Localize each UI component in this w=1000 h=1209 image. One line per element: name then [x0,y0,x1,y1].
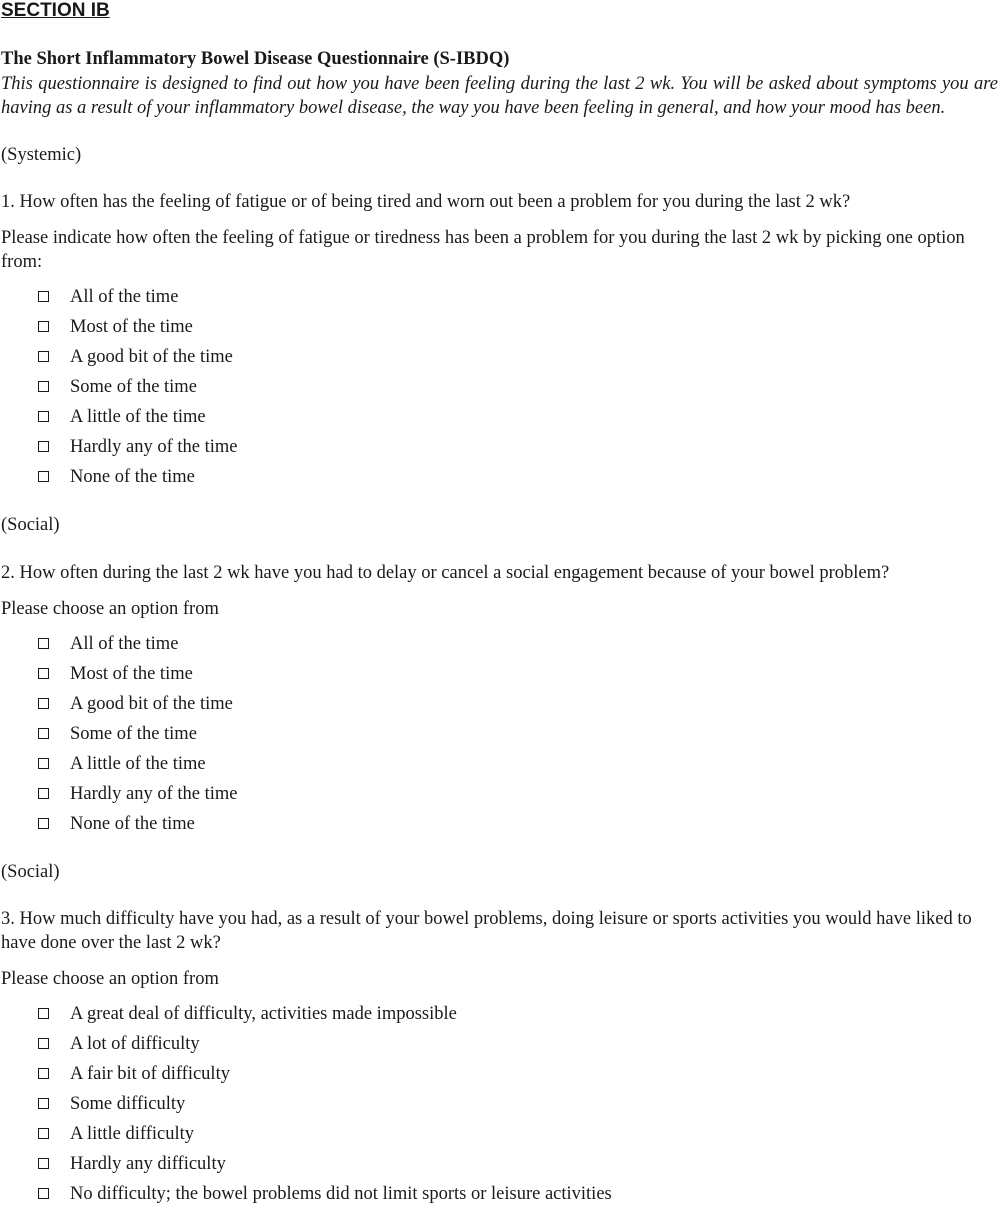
q1-instruction: Please indicate how often the feeling of fatigue or tiredness has been a problem for you during the last 2 wk by picking one option from: [1,228,965,272]
q3-category: (Social) [1,862,60,882]
checkbox[interactable] [38,471,49,482]
option-label: Some difficulty [70,1094,186,1114]
checkbox[interactable] [38,1188,49,1199]
q3-question: 3. How much difficulty have you had, as a result of your bowel problems, doing leisure or sports activities you would have liked to have done over the last 2 wk? [1,909,972,953]
q2-option[interactable] [38,779,237,809]
q2-options [38,629,237,839]
q1-option[interactable] [38,462,237,492]
option-label: Hardly any difficulty [70,1154,226,1174]
q3-option[interactable] [38,1059,612,1089]
option-label: All of the time [70,634,179,654]
checkbox[interactable] [38,698,49,709]
q2-instruction: Please choose an option from [1,599,219,619]
checkbox[interactable] [38,638,49,649]
q3-option[interactable] [38,1089,612,1119]
option-label: None of the time [70,814,195,834]
option-label: A lot of difficulty [70,1034,200,1054]
q3-option[interactable] [38,1119,612,1149]
q1-question: 1. How often has the feeling of fatigue or of being tired and worn out been a problem for you during the last 2 wk? [1,192,851,212]
checkbox[interactable] [38,818,49,829]
checkbox[interactable] [38,291,49,302]
option-label: Most of the time [70,664,193,684]
q1-options [38,282,237,492]
option-label: A fair bit of difficulty [70,1064,230,1084]
q2-option[interactable] [38,749,237,779]
option-label: All of the time [70,287,179,307]
option-label: No difficulty; the bowel problems did not limit sports or leisure activities [70,1184,612,1204]
checkbox[interactable] [38,381,49,392]
checkbox[interactable] [38,1158,49,1169]
checkbox[interactable] [38,668,49,679]
option-label: A great deal of difficulty, activities made impossible [70,1004,457,1024]
q1-option[interactable] [38,282,237,312]
q3-options [38,999,612,1209]
option-label: A little of the time [70,407,206,427]
q2-option[interactable] [38,719,237,749]
option-label: Most of the time [70,317,193,337]
section-header: SECTION IB [1,0,110,21]
checkbox[interactable] [38,1128,49,1139]
checkbox[interactable] [38,728,49,739]
checkbox[interactable] [38,758,49,769]
q1-option[interactable] [38,312,237,342]
q1-option[interactable] [38,342,237,372]
questionnaire-title: The Short Inflammatory Bowel Disease Questionnaire (S-IBDQ) [1,49,510,69]
q2-option[interactable] [38,809,237,839]
checkbox[interactable] [38,321,49,332]
checkbox[interactable] [38,411,49,422]
q2-option[interactable] [38,659,237,689]
checkbox[interactable] [38,1038,49,1049]
q2-question: 2. How often during the last 2 wk have you had to delay or cancel a social engagement because of your bowel problem? [1,563,890,583]
q3-instruction: Please choose an option from [1,969,219,989]
q2-option[interactable] [38,629,237,659]
option-label: A little of the time [70,754,206,774]
q2-category: (Social) [1,515,60,535]
q3-option[interactable] [38,999,612,1029]
option-label: Some of the time [70,377,197,397]
q1-option[interactable] [38,372,237,402]
checkbox[interactable] [38,1008,49,1019]
option-label: Hardly any of the time [70,784,238,804]
checkbox[interactable] [38,441,49,452]
option-label: A good bit of the time [70,347,233,367]
q3-option[interactable] [38,1149,612,1179]
option-label: Hardly any of the time [70,437,238,457]
q3-option[interactable] [38,1029,612,1059]
option-label: A good bit of the time [70,694,233,714]
questionnaire-intro: This questionnaire is designed to find out how you have been feeling during the last 2 wk. You will be asked about symptoms you are having as a result of your inflammatory bowel disease, the way you have been feeling in general, and how your mood has been. [1,74,998,118]
option-label: None of the time [70,467,195,487]
checkbox[interactable] [38,1068,49,1079]
q3-option[interactable] [38,1179,612,1209]
checkbox[interactable] [38,788,49,799]
q2-option[interactable] [38,689,237,719]
q1-option[interactable] [38,402,237,432]
q1-option[interactable] [38,432,237,462]
checkbox[interactable] [38,1098,49,1109]
q1-category: (Systemic) [1,145,82,165]
option-label: A little difficulty [70,1124,195,1144]
option-label: Some of the time [70,724,197,744]
checkbox[interactable] [38,351,49,362]
